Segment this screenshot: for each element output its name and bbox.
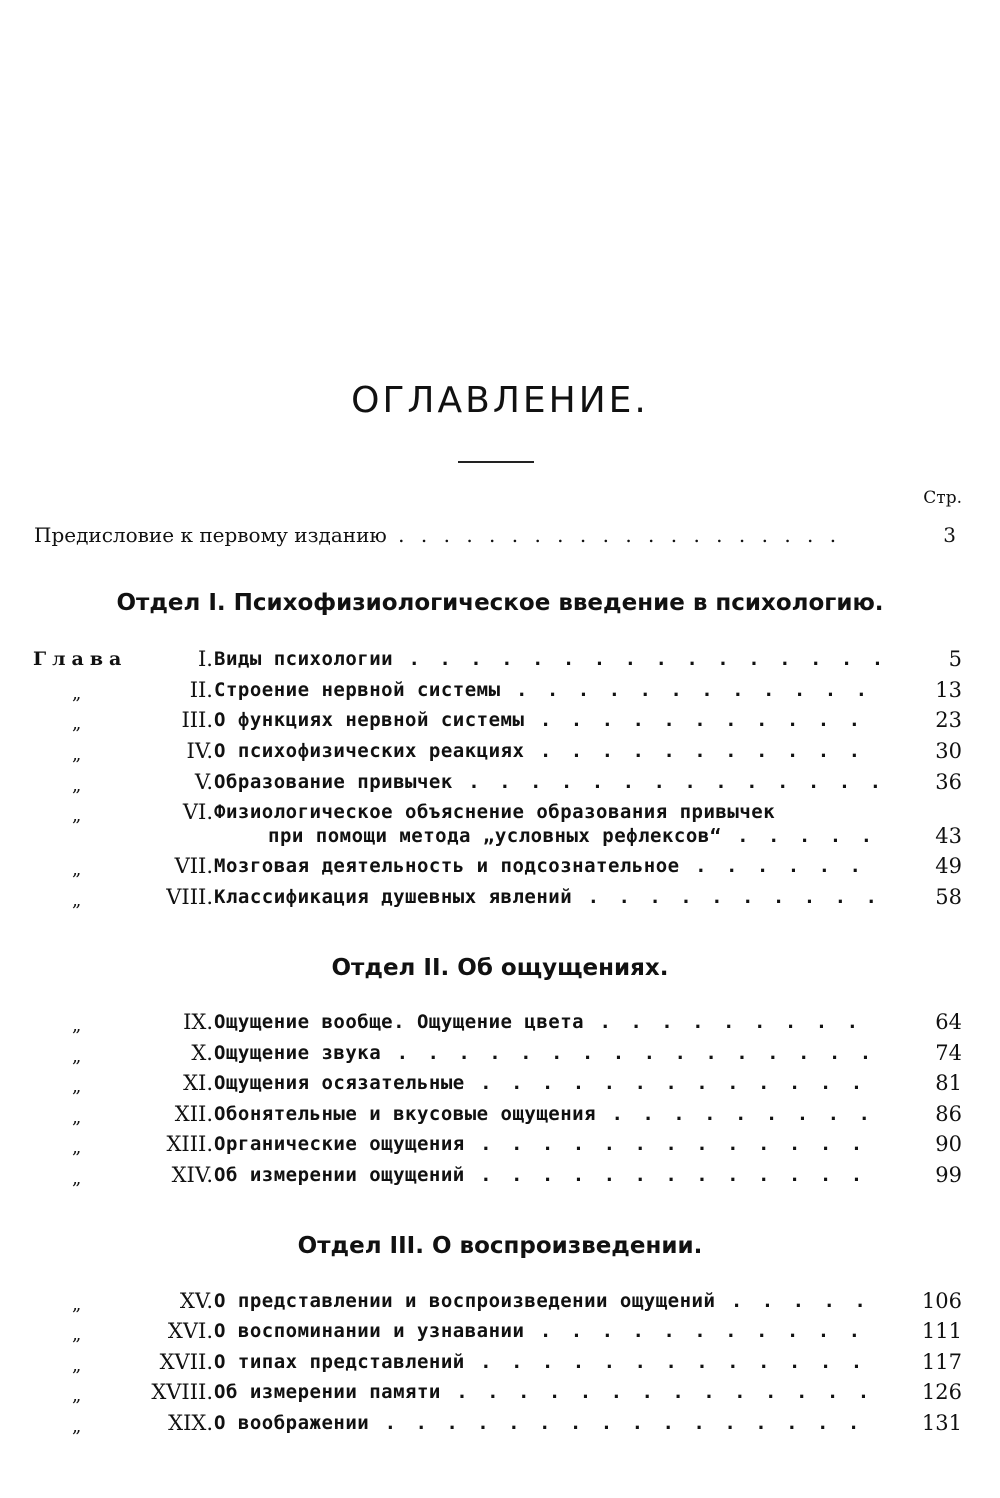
page-column-header: Стр.	[923, 488, 962, 508]
ditto-mark: „	[72, 775, 82, 796]
chapter-page: 90	[935, 1132, 962, 1156]
ditto-mark: „	[72, 683, 82, 704]
chapter-title: Об измерении памяти . . .	[214, 1377, 880, 1407]
chapter-number: XV.	[179, 1289, 213, 1313]
toc-entry	[0, 705, 1000, 735]
chapter-page: 86	[935, 1102, 962, 1126]
ditto-mark: „	[72, 1168, 82, 1189]
chapter-page: 126	[921, 1380, 962, 1404]
ditto-mark: „	[72, 713, 82, 734]
chapter-title: О психофизических реакциях . . .	[214, 736, 880, 766]
toc-entry	[0, 851, 1000, 881]
chapter-title: Образование привычек . . .	[214, 767, 880, 797]
ditto-mark: „	[72, 1137, 82, 1158]
chapter-page: 117	[921, 1350, 962, 1374]
chapter-page: 36	[935, 770, 962, 794]
chapter-number: IX.	[183, 1010, 213, 1034]
ditto-mark: „	[72, 1294, 82, 1315]
chapter-page: 58	[935, 885, 962, 909]
chapter-word: Глава	[33, 648, 128, 670]
preface-text: Предисловие к первому изданию . . .	[34, 519, 854, 551]
chapter-title: О типах представлений . . .	[214, 1347, 880, 1377]
chapter-number: XIII.	[166, 1132, 213, 1156]
ditto-mark: „	[72, 859, 82, 880]
chapter-number: XVII.	[159, 1350, 213, 1374]
ditto-mark: „	[72, 805, 82, 826]
toc-entry	[0, 1286, 1000, 1316]
chapter-title: Классификация душевных явлений . . .	[214, 882, 880, 912]
chapter-page: 23	[935, 708, 962, 732]
chapter-number: XVI.	[167, 1319, 213, 1343]
toc-entry	[0, 1007, 1000, 1037]
chapter-title-line2: при помощи метода „условных рефлексов“ . . .	[268, 821, 880, 851]
section-heading-1: Отдел I. Психофизиологическое введение в психологию.	[116, 590, 884, 616]
toc-entry	[0, 644, 1000, 674]
chapter-title: Мозговая деятельность и подсознательное . . .	[214, 851, 880, 881]
chapter-page: 64	[935, 1010, 962, 1034]
chapter-title: Физиологическое объяснение образования привычек	[214, 801, 776, 823]
chapter-page: 106	[921, 1289, 962, 1313]
toc-entry	[0, 1068, 1000, 1098]
chapter-page: 81	[935, 1071, 962, 1095]
chapter-page: 13	[935, 678, 962, 702]
chapter-number: VI.	[182, 800, 213, 824]
preface-page: 3	[943, 523, 956, 547]
title-rule	[458, 461, 534, 463]
ditto-mark: „	[72, 890, 82, 911]
toc-entry	[0, 882, 1000, 912]
chapter-title: О представлении и воспроизведении ощущений . . .	[214, 1286, 880, 1316]
chapter-page: 49	[935, 854, 962, 878]
ditto-mark: „	[72, 1076, 82, 1097]
ditto-mark: „	[72, 1416, 82, 1437]
ditto-mark: „	[72, 1385, 82, 1406]
toc-entry	[0, 1099, 1000, 1129]
chapter-title: Строение нервной системы . . .	[214, 675, 880, 705]
chapter-number: XII.	[174, 1102, 213, 1126]
toc-entry-continuation	[0, 821, 1000, 851]
chapter-page: 111	[921, 1319, 962, 1343]
chapter-title: Ощущение вообще. Ощущение цвета . . .	[214, 1007, 880, 1037]
chapter-number: XI.	[183, 1071, 213, 1095]
chapter-page: 30	[935, 739, 962, 763]
chapter-number: X.	[191, 1041, 213, 1065]
toc-entry	[0, 1038, 1000, 1068]
chapter-number: I.	[198, 647, 213, 671]
chapter-title: Органические ощущения . . .	[214, 1129, 880, 1159]
chapter-title: О воображении . . .	[214, 1408, 880, 1438]
chapter-title: Обонятельные и вкусовые ощущения . . .	[214, 1099, 880, 1129]
toc-entry	[0, 1377, 1000, 1407]
chapter-page: 5	[948, 647, 962, 671]
chapter-number: VII.	[174, 854, 213, 878]
toc-entry	[0, 1160, 1000, 1190]
toc-entry	[0, 767, 1000, 797]
toc-entry	[0, 736, 1000, 766]
section-heading-2: Отдел II. Об ощущениях.	[331, 955, 669, 981]
ditto-mark: „	[72, 1107, 82, 1128]
chapter-title: О функциях нервной системы . . .	[214, 705, 880, 735]
chapter-page: 43	[935, 824, 962, 848]
toc-entry	[0, 1347, 1000, 1377]
chapter-title: Ощущение звука . . .	[214, 1038, 880, 1068]
chapter-title: Об измерении ощущений . . .	[214, 1160, 880, 1190]
page-title: ОГЛАВЛЕНИЕ.	[351, 380, 649, 421]
ditto-mark: „	[72, 1355, 82, 1376]
ditto-mark: „	[72, 1046, 82, 1067]
chapter-number: XIV.	[171, 1163, 213, 1187]
chapter-number: V.	[194, 770, 213, 794]
chapter-page: 99	[935, 1163, 962, 1187]
section-heading-3: Отдел III. О воспроизведении.	[297, 1233, 703, 1259]
chapter-number: XIX.	[168, 1411, 213, 1435]
toc-entry	[0, 1129, 1000, 1159]
ditto-mark: „	[72, 1015, 82, 1036]
preface-entry	[34, 519, 964, 551]
chapter-number: II.	[189, 678, 213, 702]
ditto-mark: „	[72, 744, 82, 765]
chapter-title: Виды психологии . . .	[214, 644, 880, 674]
chapter-number: XVIII.	[151, 1380, 213, 1404]
chapter-number: VIII.	[166, 885, 213, 909]
toc-entry	[0, 1316, 1000, 1346]
toc-entry	[0, 675, 1000, 705]
chapter-title: О воспоминании и узнавании . . .	[214, 1316, 880, 1346]
chapter-number: IV.	[186, 739, 213, 763]
chapter-page: 131	[921, 1411, 962, 1435]
chapter-title: Ощущения осязательные . . .	[214, 1068, 880, 1098]
chapter-number: III.	[181, 708, 213, 732]
ditto-mark: „	[72, 1324, 82, 1345]
toc-entry	[0, 1408, 1000, 1438]
chapter-page: 74	[935, 1041, 962, 1065]
